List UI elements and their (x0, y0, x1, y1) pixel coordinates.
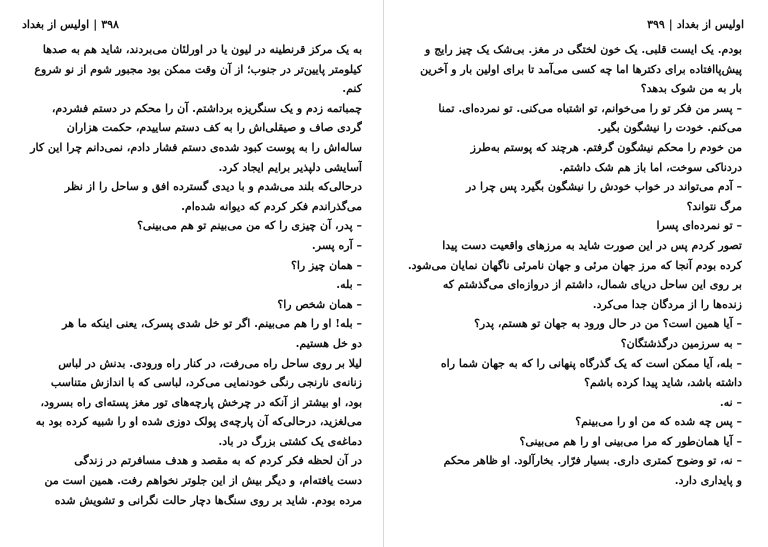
text-line: دماغه‌ی یک کشتی بزرگ در باد. (218, 434, 362, 448)
text-line: – آیا همین است؟ من در حال ورود به جهان تو هستم، پدر؟ (474, 317, 742, 331)
text-line: کرده بودم آنجا که مرز جهان مرئی و جهان نامرئی ناگهان نمایان می‌شود. (407, 258, 742, 272)
text-line: – پس چه شده که من او را می‌بینم؟ (575, 415, 742, 429)
right-running-title: اولیس از بغداد (676, 17, 744, 31)
text-line: می‌کنم. خودت را نیشگون بگیر. (597, 121, 742, 135)
text-line: – پدر، آن چیزی را که من می‌بینم تو هم می‌بینی؟ (137, 219, 362, 233)
right-page-header (647, 16, 744, 32)
text-line: داشته باشد، شاید پیدا کرده باشم؟ (584, 376, 742, 390)
text-line: – بله، آیا ممکن است که یک گذرگاه پنهانی را که به جهان شما راه (440, 356, 742, 370)
text-line: گردی صاف و صیقلی‌اش را به کف دستم ساییدم، حکمت هزاران (66, 121, 362, 135)
text-line: – بله! او را هم می‌بینم. اگر تو خل شدی پسرک، یعنی اینکه ما هر (62, 317, 362, 331)
text-line: و پایداری دارد. (674, 474, 742, 488)
right-page-number: ۳۹۹ (647, 17, 665, 31)
text-line: – آره پسر. (311, 238, 362, 252)
left-page-body (22, 40, 362, 510)
text-line: – به سرزمین درگذشتگان؟ (620, 336, 742, 350)
left-page-number: ۳۹۸ (101, 17, 119, 31)
text-line: – نه. (719, 395, 742, 409)
text-line: دست یافته‌ام، و دیگر بیش از این جلوتر نخواهم رفت. همین است من (44, 474, 362, 488)
right-page-body (406, 40, 742, 491)
text-line: به یک مرکز قرنطینه در لیون یا در اورلئان می‌بردند، شاید هم به صدها (42, 43, 362, 56)
text-line: بار به من شوک بدهد؟ (640, 82, 742, 96)
text-line: می‌لغزید، درحالی‌که آن پارچه‌ی پولک دوزی شده او را شبیه کرده بود به (35, 415, 362, 429)
text-line: کنم. (342, 82, 362, 96)
text-line: تصور کردم پس در این صورت شاید به مرزهای واقعیت دست پیدا (442, 238, 742, 252)
text-line: مرده بودم. شاید بر روی سنگ‌ها دچار حالت نگرانی و تشویش شده (54, 493, 362, 507)
text-line: بر روی این ساحل دریای شمال، داشتم از دروازه‌ای می‌گذشتم که (442, 278, 742, 292)
text-line: می‌گذراندم فکر کردم که دیوانه شده‌ام. (181, 199, 362, 213)
text-line: مرگ نتواند؟ (686, 199, 742, 213)
left-running-title: اولیس از بغداد (22, 17, 90, 31)
text-line: – تو نمرده‌ای پسرا (656, 219, 742, 233)
text-line: زنده‌ها را از مردگان جدا می‌کرد. (592, 297, 742, 311)
text-line: پیش‌پاافتاده برای دکترها اما چه کسی می‌آمد تا برای اولین بار و آخرین (420, 62, 742, 76)
right-page (384, 0, 768, 547)
text-line: بودم. یک ایست قلبی. یک خون لختگی در مغز. بی‌شک یک چیز رایج و (425, 43, 742, 56)
right-header-separator: | (668, 17, 673, 31)
text-line: آسایشی دلپذیر برایم ایجاد کرد. (218, 160, 362, 174)
text-line: – آیا همان‌طور که مرا می‌بینی او را هم می‌بینی؟ (519, 434, 742, 448)
left-header-separator: | (93, 17, 98, 31)
text-line: دو خل هستیم. (295, 336, 362, 350)
text-line: بود، او بیشتر از آنکه در چرخش پارچه‌های تور مغز پسته‌ای راه بسرود، (40, 395, 362, 409)
text-line: کیلومتر پایین‌تر در جنوب؛ از آن وقت ممکن بود مجبور شوم از نو شروع (34, 62, 362, 76)
text-line: – همان چیز را؟ (291, 258, 362, 272)
left-page-header (22, 16, 119, 32)
text-line: – آدم می‌تواند در خواب خودش را نیشگون بگیرد پس چرا در (465, 180, 742, 194)
text-line: در آن لحظه فکر کردم که به مقصد و هدف مسافرتم در زندگی (74, 454, 362, 468)
text-line: – پسر من فکر تو را می‌خوانم، تو اشتباه می‌کنی. تو نمرده‌ای. تمنا (438, 101, 742, 115)
text-line: درحالی‌که بلند می‌شدم و با دیدی گسترده افق و ساحل را از نظر (64, 180, 362, 194)
text-line: – همان شخص را؟ (277, 297, 362, 311)
text-line: دردناکی سوخت، اما باز هم شک داشتم. (559, 160, 742, 174)
text-line: ساله‌اش را به پوست کبود شده‌ی دستم فشار دادم، نمی‌دانم چرا این کار (30, 140, 362, 154)
text-line: – بله. (336, 278, 362, 292)
text-line: من خودم را محکم نیشگون گرفتم. هرچند که پوستم به‌طرز (470, 140, 742, 154)
text-line: لیلا بر روی ساحل راه می‌رفت، در کنار راه ورودی. بدنش در لباس (58, 356, 362, 370)
text-line: زنانه‌ی نارنجی رنگی خودنمایی می‌کرد، لباسی که با اندازش متناسب (50, 376, 362, 390)
text-line: چمباتمه زدم و یک سنگریزه برداشتم. آن را محکم در دستم فشردم، (51, 101, 362, 115)
text-line: – نه، تو وضوح کمتری داری. بسیار فرّار. بخارآلود. او ظاهر محکم (443, 454, 742, 468)
